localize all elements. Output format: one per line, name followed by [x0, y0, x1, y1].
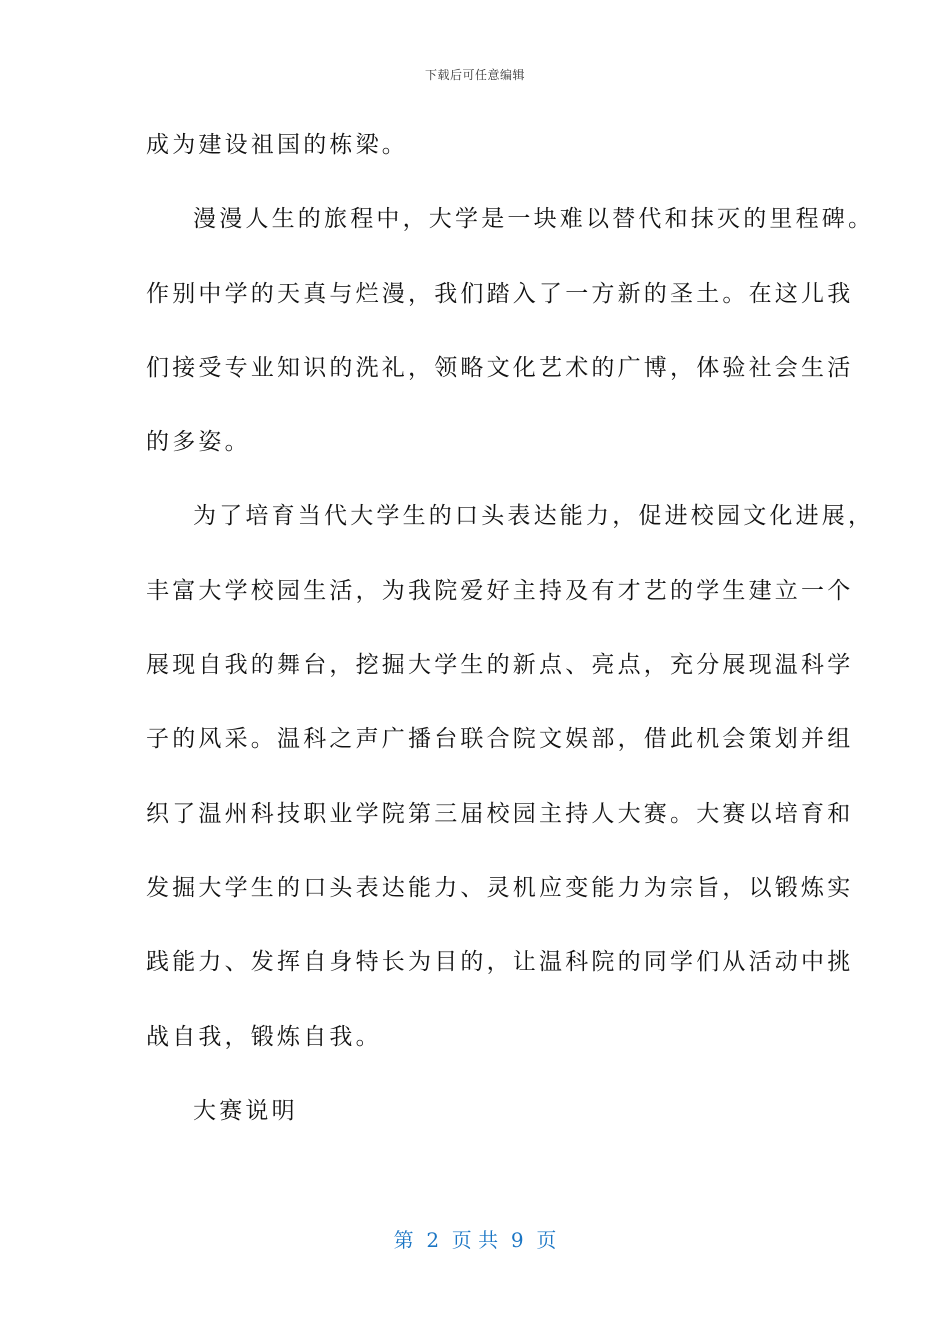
body-line-5: 的多姿。 [146, 429, 251, 456]
section-heading-contest-description: 大赛说明 [193, 1097, 298, 1124]
body-line-1: 成为建设祖国的栋梁。 [146, 132, 408, 158]
page-number-footer: 第 2 页 共 9 页 [393, 1228, 557, 1252]
body-line-2: 漫漫人生的旅程中，大学是一块难以替代和抹灭的里程碑。 [193, 206, 875, 233]
body-line-3: 作别中学的天真与烂漫，我们踏入了一方新的圣土。在这儿我 [146, 280, 854, 307]
body-line-7: 丰富大学校园生活，为我院爱好主持及有才艺的学生建立一个 [146, 577, 854, 604]
body-line-4: 们接受专业知识的洗礼，领略文化艺术的广博，体验社会生活 [146, 354, 854, 381]
body-line-9: 子的风采。温科之声广播台联合院文娱部，借此机会策划并组 [146, 726, 854, 753]
body-line-13: 战自我，锻炼自我。 [146, 1023, 382, 1050]
body-line-10: 织了温州科技职业学院第三届校园主持人大赛。大赛以培育和 [146, 800, 854, 827]
document-body [146, 125, 875, 1165]
body-line-11: 发掘大学生的口头表达能力、灵机应变能力为宗旨，以锻炼实 [146, 874, 854, 901]
body-line-12: 践能力、发挥自身特长为目的，让温科院的同学们从活动中挑 [146, 949, 854, 976]
body-line-6: 为了培育当代大学生的口头表达能力，促进校园文化进展， [193, 503, 875, 530]
body-line-8: 展现自我的舞台，挖掘大学生的新点、亮点，充分展现温科学 [146, 652, 854, 679]
page-header-note: 下载后可任意编辑 [424, 68, 525, 82]
